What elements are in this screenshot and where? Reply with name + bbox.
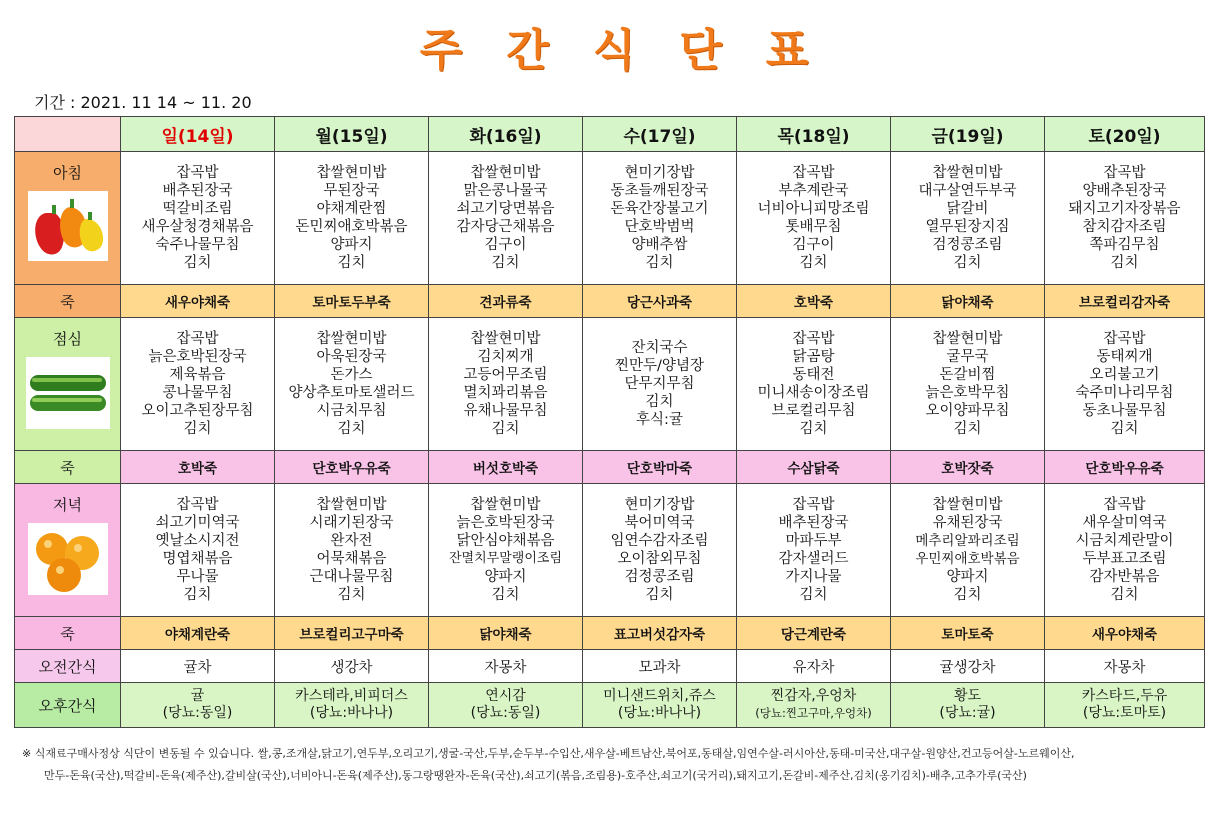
morning-snack-cell: 자몽차	[429, 650, 583, 683]
afternoon-snack-cell: 귤 (당뇨:동일)	[121, 683, 275, 728]
menu-period: 기간 : 2021. 11 14 ~ 11. 20	[34, 93, 252, 112]
day-header-row	[15, 117, 1205, 152]
juk-cell: 브로컬리고구마죽	[275, 617, 429, 650]
morning-snack-row	[15, 650, 1205, 683]
juk-row-2	[15, 451, 1205, 484]
juk-cell: 단호박마죽	[583, 451, 737, 484]
bell-pepper-image	[28, 191, 108, 261]
juk-cell: 닭야채죽	[891, 285, 1045, 318]
juk-cell: 버섯호박죽	[429, 451, 583, 484]
juk-cell: 단호박우유죽	[275, 451, 429, 484]
dinner-cell: 현미기장밥 북어미역국 임연수감자조림 오이참외무침 검정콩조림 김치	[583, 484, 737, 617]
lunch-cell: 잡곡밥 닭곰탕 동태전 미니새송이장조림 브로컬리무침 김치	[737, 318, 891, 451]
dinner-cell: 찹쌀현미밥 시래기된장국 완자전 어묵채볶음 근대나물무침 김치	[275, 484, 429, 617]
afternoon-snack-cell: 카스테라,비피더스 (당뇨:바나나)	[275, 683, 429, 728]
morning-snack-cell: 생강차	[275, 650, 429, 683]
lunch-label: 점심	[53, 330, 82, 348]
weekly-menu-table	[14, 116, 1205, 728]
morning-snack-label: 오전간식	[15, 650, 121, 683]
juk-label: 죽	[15, 451, 121, 484]
morning-snack-cell: 모과차	[583, 650, 737, 683]
lunch-row	[15, 318, 1205, 451]
breakfast-cell: 현미기장밥 동초들깨된장국 돈육간장불고기 단호박범벅 양배추쌈 김치	[583, 152, 737, 285]
breakfast-label: 아침	[53, 164, 82, 182]
breakfast-cell: 잡곡밥 양배추된장국 돼지고기자장볶음 참치감자조림 쪽파김무침 김치	[1045, 152, 1205, 285]
day-header: 목(18일)	[737, 117, 891, 152]
morning-snack-cell: 유자차	[737, 650, 891, 683]
morning-snack-cell: 귤차	[121, 650, 275, 683]
breakfast-cell: 잡곡밥 배추된장국 떡갈비조림 새우살청경채볶음 숙주나물무침 김치	[121, 152, 275, 285]
juk-cell: 닭야채죽	[429, 617, 583, 650]
ingredient-origin-note	[22, 743, 1212, 787]
breakfast-label-cell	[15, 152, 121, 285]
day-header: 금(19일)	[891, 117, 1045, 152]
afternoon-snack-label: 오후간식	[15, 683, 121, 728]
dinner-cell: 잡곡밥 쇠고기미역국 옛날소시지전 명엽채볶음 무나물 김치	[121, 484, 275, 617]
dinner-label-cell	[15, 484, 121, 617]
juk-cell: 호박죽	[737, 285, 891, 318]
breakfast-cell: 찹쌀현미밥 무된장국 야채계란찜 돈민찌애호박볶음 양파지 김치	[275, 152, 429, 285]
day-header: 화(16일)	[429, 117, 583, 152]
juk-label: 죽	[15, 285, 121, 318]
afternoon-snack-cell: 미니샌드위치,쥬스 (당뇨:바나나)	[583, 683, 737, 728]
day-header: 수(17일)	[583, 117, 737, 152]
juk-cell: 견과류죽	[429, 285, 583, 318]
juk-cell: 당근계란죽	[737, 617, 891, 650]
juk-cell: 토마토죽	[891, 617, 1045, 650]
juk-cell: 토마토두부죽	[275, 285, 429, 318]
juk-label: 죽	[15, 617, 121, 650]
afternoon-snack-cell: 연시감 (당뇨:동일)	[429, 683, 583, 728]
day-header: 일(14일)	[121, 117, 275, 152]
note-line: 만두-돈육(국산),떡갈비-돈육(제주산),갈비살(국산),너비아니-돈육(제주산),동그랑땡완자-돈육(국산),쇠고기(볶음,조림용)-호주산,쇠고기(국거리),돼지고기,돈갈비-제주산,김치(옹기김치)-배추,고추가루(국산)	[44, 769, 1027, 782]
juk-cell: 호박죽	[121, 451, 275, 484]
breakfast-row	[15, 152, 1205, 285]
note-line: ※ 식재료구매사정상 식단이 변동될 수 있습니다. 쌀,콩,조개살,닭고기,연두부,오리고기,생굴-국산,두부,순두부-수입산,새우살-베트남산,북어포,동태살,임연수살-러시아산,동태-미국산,대구살-원양산,건고등어살-노르웨이산,	[22, 747, 1075, 760]
lunch-label-cell	[15, 318, 121, 451]
juk-row-3	[15, 617, 1205, 650]
lunch-cell: 잡곡밥 동태찌개 오리불고기 숙주미나리무침 동초나물무침 김치	[1045, 318, 1205, 451]
breakfast-cell: 찹쌀현미밥 대구살연두부국 닭갈비 열무된장지짐 검정콩조림 김치	[891, 152, 1045, 285]
lunch-cell: 찹쌀현미밥 굴무국 돈갈비찜 늙은호박무침 오이양파무침 김치	[891, 318, 1045, 451]
juk-row-1	[15, 285, 1205, 318]
corner-cell	[15, 117, 121, 152]
afternoon-snack-cell: 카스타드,두유 (당뇨:토마토)	[1045, 683, 1205, 728]
dinner-cell: 잡곡밥 배추된장국 마파두부 감자샐러드 가지나물 김치	[737, 484, 891, 617]
afternoon-snack-row	[15, 683, 1205, 728]
juk-cell: 수삼닭죽	[737, 451, 891, 484]
dinner-cell: 찹쌀현미밥 늙은호박된장국 닭안심야채볶음 잔멸치무말랭이조림 양파지 김치	[429, 484, 583, 617]
breakfast-cell: 찹쌀현미밥 맑은콩나물국 쇠고기당면볶음 감자당근채볶음 김구이 김치	[429, 152, 583, 285]
juk-cell: 야채계란죽	[121, 617, 275, 650]
orange-image	[28, 523, 108, 595]
juk-cell: 브로컬리감자죽	[1045, 285, 1205, 318]
lunch-cell: 찹쌀현미밥 김치찌개 고등어무조림 멸치꽈리볶음 유채나물무침 김치	[429, 318, 583, 451]
dinner-cell: 잡곡밥 새우살미역국 시금치계란말이 두부표고조림 감자반볶음 김치	[1045, 484, 1205, 617]
juk-cell: 새우야채죽	[1045, 617, 1205, 650]
lunch-cell: 잡곡밥 늙은호박된장국 제육볶음 콩나물무침 오이고추된장무침 김치	[121, 318, 275, 451]
afternoon-snack-cell: 찐감자,우엉차 (당뇨:찐고구마,우엉차)	[737, 683, 891, 728]
juk-cell: 표고버섯감자죽	[583, 617, 737, 650]
dinner-row	[15, 484, 1205, 617]
cucumber-image	[26, 357, 110, 429]
breakfast-cell: 잡곡밥 부추계란국 너비아니피망조림 톳배무침 김구이 김치	[737, 152, 891, 285]
juk-cell: 호박잣죽	[891, 451, 1045, 484]
juk-cell: 새우야채죽	[121, 285, 275, 318]
dinner-label: 저녁	[53, 496, 82, 514]
page-title: 주간식단표	[419, 25, 853, 76]
day-header: 토(20일)	[1045, 117, 1205, 152]
morning-snack-cell: 귤생강차	[891, 650, 1045, 683]
lunch-cell: 잔치국수 찐만두/양념장 단무지무침 김치 후식:귤	[583, 318, 737, 451]
morning-snack-cell: 자몽차	[1045, 650, 1205, 683]
dinner-cell: 찹쌀현미밥 유채된장국 메추리알꽈리조림 우민찌애호박볶음 양파지 김치	[891, 484, 1045, 617]
juk-cell: 당근사과죽	[583, 285, 737, 318]
day-header: 월(15일)	[275, 117, 429, 152]
afternoon-snack-cell: 황도 (당뇨:귤)	[891, 683, 1045, 728]
lunch-cell: 찹쌀현미밥 아욱된장국 돈가스 양상추토마토샐러드 시금치무침 김치	[275, 318, 429, 451]
juk-cell: 단호박우유죽	[1045, 451, 1205, 484]
